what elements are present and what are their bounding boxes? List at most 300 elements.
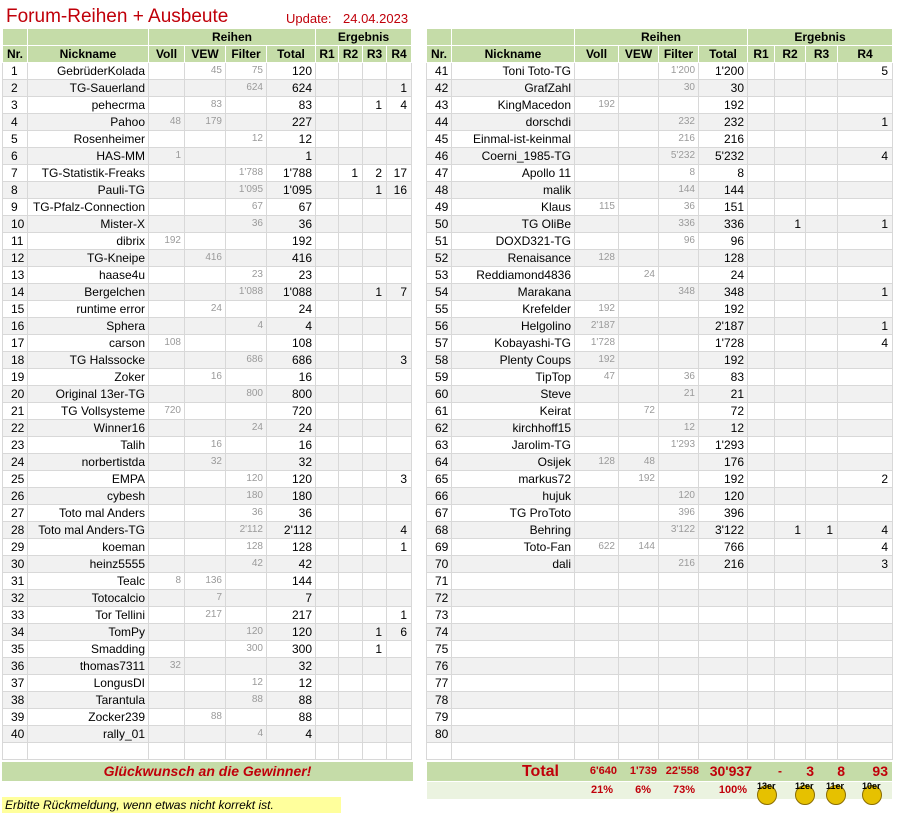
cell-voll: [149, 352, 185, 369]
cell-r2: [339, 403, 363, 420]
cell-filter: [226, 301, 267, 318]
cell-filter: [226, 233, 267, 250]
cell-r2: [339, 454, 363, 471]
cell-r1: [316, 658, 339, 675]
cell-r3: [806, 80, 838, 97]
cell-nickname: rally_01: [28, 726, 149, 743]
cell-voll: 192: [575, 301, 619, 318]
cell-r2: [339, 624, 363, 641]
cell-r4: 4: [838, 539, 893, 556]
cell-voll: [149, 131, 185, 148]
cell-r2: [775, 369, 806, 386]
cell-vew: [619, 301, 659, 318]
table-row: [3, 743, 412, 760]
cell-r1: [316, 624, 339, 641]
cell-voll: [149, 675, 185, 692]
cell-r4: [387, 131, 412, 148]
table-row: [3, 318, 412, 335]
cell-r2: [339, 488, 363, 505]
cell-vew: [619, 182, 659, 199]
header-nickname: Nickname: [452, 46, 575, 63]
header-r3: R3: [806, 46, 838, 63]
cell-total: [267, 743, 316, 760]
cell-total: [699, 607, 748, 624]
cell-voll: [575, 641, 619, 658]
cell-r4: [838, 165, 893, 182]
cell-r2: [775, 165, 806, 182]
cell-r2: [339, 573, 363, 590]
cell-total: 1'095: [267, 182, 316, 199]
cell-r1: [748, 505, 775, 522]
cell-nickname: Marakana: [452, 284, 575, 301]
cell-nr: 68: [427, 522, 452, 539]
cell-filter: [226, 114, 267, 131]
cell-total: 180: [267, 488, 316, 505]
cell-nr: 35: [3, 641, 28, 658]
cell-r4: [838, 403, 893, 420]
cell-voll: [149, 505, 185, 522]
header-vew: VEW: [619, 46, 659, 63]
cell-filter: 1'788: [226, 165, 267, 182]
cell-r3: [363, 454, 387, 471]
cell-r2: [339, 522, 363, 539]
cell-r3: [806, 454, 838, 471]
cell-nr: 38: [3, 692, 28, 709]
table-row: [427, 250, 893, 267]
cell-nickname: Mister-X: [28, 216, 149, 233]
cell-r2: [339, 743, 363, 760]
cell-nickname: [28, 743, 149, 760]
cell-r1: [316, 97, 339, 114]
cell-vew: [185, 267, 226, 284]
cell-total: 144: [267, 573, 316, 590]
cell-r1: [748, 573, 775, 590]
cell-filter: 2'112: [226, 522, 267, 539]
cell-r1: [748, 539, 775, 556]
cell-voll: [149, 692, 185, 709]
cell-r1: [316, 420, 339, 437]
header-filter: Filter: [226, 46, 267, 63]
cell-total: 8: [699, 165, 748, 182]
cell-voll: [575, 471, 619, 488]
cell-nickname: cybesh: [28, 488, 149, 505]
cell-vew: [185, 658, 226, 675]
congrats-banner: Glückwunsch an die Gewinner!: [2, 762, 413, 781]
table-row: [3, 692, 412, 709]
cell-voll: [575, 420, 619, 437]
cell-vew: [619, 726, 659, 743]
cell-nr: 74: [427, 624, 452, 641]
cell-filter: 36: [659, 369, 699, 386]
cell-filter: 300: [226, 641, 267, 658]
cell-nickname: Keirat: [452, 403, 575, 420]
cell-total: 800: [267, 386, 316, 403]
cell-r4: [838, 743, 893, 760]
cell-r3: [806, 709, 838, 726]
cell-filter: [226, 573, 267, 590]
table-row: [3, 80, 412, 97]
cell-nr: 24: [3, 454, 28, 471]
cell-r3: [806, 369, 838, 386]
table-row: [427, 539, 893, 556]
cell-voll: [575, 114, 619, 131]
table-row: [3, 114, 412, 131]
cell-nr: 33: [3, 607, 28, 624]
cell-voll: [149, 539, 185, 556]
update-date: 24.04.2023: [343, 11, 409, 26]
cell-r4: [387, 709, 412, 726]
table-row: [3, 403, 412, 420]
cell-r3: [806, 624, 838, 641]
cell-filter: 686: [226, 352, 267, 369]
cell-nr: 16: [3, 318, 28, 335]
cell-voll: [149, 216, 185, 233]
cell-nickname: TG ProToto: [452, 505, 575, 522]
cell-r4: 17: [387, 165, 412, 182]
cell-r2: [775, 641, 806, 658]
cell-r3: [363, 148, 387, 165]
cell-nickname: TG Vollsysteme: [28, 403, 149, 420]
cell-vew: 83: [185, 97, 226, 114]
cell-filter: [659, 454, 699, 471]
cell-vew: [185, 199, 226, 216]
cell-filter: 21: [659, 386, 699, 403]
pct-total: 100%: [718, 784, 747, 796]
cell-vew: [619, 590, 659, 607]
cell-filter: 180: [226, 488, 267, 505]
cell-r3: [806, 182, 838, 199]
cell-filter: 36: [226, 505, 267, 522]
cell-r1: [748, 182, 775, 199]
cell-vew: 24: [185, 301, 226, 318]
cell-vew: [619, 148, 659, 165]
cell-r2: 1: [775, 522, 806, 539]
cell-nr: 58: [427, 352, 452, 369]
table-row: [427, 352, 893, 369]
cell-r1: [748, 267, 775, 284]
cell-r3: [363, 352, 387, 369]
cell-r3: [363, 403, 387, 420]
header-r3: R3: [363, 46, 387, 63]
cell-vew: 192: [619, 471, 659, 488]
cell-r4: [838, 182, 893, 199]
cell-nr: 76: [427, 658, 452, 675]
cell-nr: 55: [427, 301, 452, 318]
cell-r1: [748, 80, 775, 97]
cell-r2: [339, 63, 363, 80]
table-row: [427, 335, 893, 352]
cell-r1: [316, 743, 339, 760]
cell-voll: 1: [149, 148, 185, 165]
cell-r3: [806, 97, 838, 114]
cell-r4: [387, 233, 412, 250]
cell-vew: [619, 335, 659, 352]
cell-total: 83: [699, 369, 748, 386]
cell-r3: 1: [363, 641, 387, 658]
cell-r2: [339, 658, 363, 675]
cell-total: [699, 709, 748, 726]
cell-filter: [226, 590, 267, 607]
table-row: [3, 709, 412, 726]
cell-nickname: Zocker239: [28, 709, 149, 726]
cell-filter: 128: [226, 539, 267, 556]
cell-voll: [149, 386, 185, 403]
cell-voll: [575, 658, 619, 675]
cell-r2: [775, 182, 806, 199]
cell-vew: [185, 233, 226, 250]
cell-total: 12: [699, 420, 748, 437]
cell-r2: [339, 199, 363, 216]
cell-voll: 128: [575, 454, 619, 471]
cell-voll: [149, 437, 185, 454]
cell-r4: 4: [838, 148, 893, 165]
cell-vew: [619, 709, 659, 726]
cell-r1: [316, 233, 339, 250]
cell-nickname: [452, 743, 575, 760]
table-row: [427, 403, 893, 420]
cell-vew: [185, 471, 226, 488]
cell-vew: 16: [185, 369, 226, 386]
cell-total: 30: [699, 80, 748, 97]
cell-nickname: HAS-MM: [28, 148, 149, 165]
cell-filter: [659, 641, 699, 658]
cell-vew: [185, 488, 226, 505]
cell-r2: [339, 539, 363, 556]
cell-r2: [339, 301, 363, 318]
cell-total: 232: [699, 114, 748, 131]
table-row: [3, 658, 412, 675]
cell-r2: [775, 148, 806, 165]
cell-nickname: Totocalcio: [28, 590, 149, 607]
cell-nr: 48: [427, 182, 452, 199]
table-row: [427, 97, 893, 114]
cell-filter: 1'293: [659, 437, 699, 454]
cell-total: 24: [699, 267, 748, 284]
cell-voll: [575, 216, 619, 233]
cell-nr: 50: [427, 216, 452, 233]
cell-filter: 396: [659, 505, 699, 522]
medal-11er-icon: 11er: [826, 781, 848, 803]
total-r3: 8: [837, 763, 845, 779]
cell-r4: [387, 386, 412, 403]
cell-total: [699, 675, 748, 692]
cell-r1: [748, 284, 775, 301]
cell-r4: [387, 250, 412, 267]
cell-r1: [316, 114, 339, 131]
cell-nr: 44: [427, 114, 452, 131]
cell-r4: [838, 488, 893, 505]
table-row: [427, 471, 893, 488]
cell-nr: 51: [427, 233, 452, 250]
cell-r2: 1: [775, 216, 806, 233]
table-row: [3, 148, 412, 165]
cell-vew: [619, 437, 659, 454]
header-vew: VEW: [185, 46, 226, 63]
cell-r1: [748, 420, 775, 437]
cell-total: 176: [699, 454, 748, 471]
cell-filter: [226, 607, 267, 624]
table-row: [427, 148, 893, 165]
cell-nr: 65: [427, 471, 452, 488]
cell-r3: [806, 301, 838, 318]
cell-r3: [806, 233, 838, 250]
cell-r1: [316, 182, 339, 199]
cell-vew: [185, 386, 226, 403]
cell-nickname: Winner16: [28, 420, 149, 437]
cell-total: 686: [267, 352, 316, 369]
cell-filter: 3'122: [659, 522, 699, 539]
table-row: [3, 386, 412, 403]
table-row: [427, 318, 893, 335]
total-vew: 1'739: [629, 765, 657, 777]
table-row: [427, 556, 893, 573]
cell-r1: [748, 352, 775, 369]
cell-r4: [387, 726, 412, 743]
cell-total: 192: [699, 97, 748, 114]
cell-nr: 26: [3, 488, 28, 505]
cell-filter: 36: [659, 199, 699, 216]
cell-voll: [149, 199, 185, 216]
cell-r2: [775, 301, 806, 318]
cell-vew: [619, 63, 659, 80]
cell-r4: [387, 267, 412, 284]
cell-voll: [149, 318, 185, 335]
cell-filter: [226, 743, 267, 760]
cell-voll: 128: [575, 250, 619, 267]
table-row: [427, 165, 893, 182]
cell-nr: 7: [3, 165, 28, 182]
cell-r1: [748, 692, 775, 709]
cell-nickname: hujuk: [452, 488, 575, 505]
cell-r3: 1: [363, 284, 387, 301]
cell-r1: [316, 352, 339, 369]
cell-voll: [149, 80, 185, 97]
cell-nr: 45: [427, 131, 452, 148]
cell-vew: [619, 250, 659, 267]
table-row: [3, 624, 412, 641]
cell-total: 3'122: [699, 522, 748, 539]
table-row: [427, 267, 893, 284]
cell-r2: [339, 80, 363, 97]
cell-filter: 144: [659, 182, 699, 199]
cell-r1: [316, 675, 339, 692]
cell-r4: 2: [838, 471, 893, 488]
cell-vew: [185, 641, 226, 658]
cell-vew: [185, 522, 226, 539]
cell-nr: 53: [427, 267, 452, 284]
cell-r3: [363, 709, 387, 726]
cell-filter: 336: [659, 216, 699, 233]
cell-r4: 1: [387, 539, 412, 556]
cell-r2: [339, 114, 363, 131]
table-row: [3, 454, 412, 471]
table-row: [3, 369, 412, 386]
cell-r1: [316, 641, 339, 658]
cell-filter: [226, 709, 267, 726]
cell-voll: [575, 522, 619, 539]
cell-r1: [316, 301, 339, 318]
cell-r1: [748, 131, 775, 148]
header-group-ergebnis: Ergebnis: [748, 29, 893, 46]
cell-vew: [185, 148, 226, 165]
cell-r3: [363, 556, 387, 573]
cell-total: 120: [267, 63, 316, 80]
cell-total: [699, 658, 748, 675]
cell-vew: [619, 522, 659, 539]
table-row: [3, 267, 412, 284]
cell-nickname: KingMacedon: [452, 97, 575, 114]
cell-nickname: TomPy: [28, 624, 149, 641]
cell-nr: 18: [3, 352, 28, 369]
cell-r3: 1: [363, 624, 387, 641]
table-row: [3, 182, 412, 199]
cell-r2: [775, 114, 806, 131]
cell-nr: 34: [3, 624, 28, 641]
cell-r1: [748, 386, 775, 403]
cell-r2: [775, 556, 806, 573]
cell-voll: [575, 182, 619, 199]
cell-r2: [339, 420, 363, 437]
cell-nr: 75: [427, 641, 452, 658]
cell-r2: [775, 250, 806, 267]
cell-r1: [748, 165, 775, 182]
cell-filter: 232: [659, 114, 699, 131]
cell-r1: [316, 437, 339, 454]
table-row: [427, 437, 893, 454]
cell-filter: [659, 573, 699, 590]
cell-total: 21: [699, 386, 748, 403]
cell-voll: [575, 692, 619, 709]
cell-voll: [149, 522, 185, 539]
cell-r1: [748, 335, 775, 352]
cell-voll: 108: [149, 335, 185, 352]
cell-voll: [149, 301, 185, 318]
cell-r3: [363, 437, 387, 454]
cell-nickname: [452, 624, 575, 641]
cell-r1: [748, 114, 775, 131]
cell-voll: [575, 590, 619, 607]
cell-r1: [316, 148, 339, 165]
cell-voll: [149, 726, 185, 743]
cell-r4: 3: [387, 352, 412, 369]
cell-total: 336: [699, 216, 748, 233]
cell-voll: [575, 505, 619, 522]
cell-r1: [316, 726, 339, 743]
total-r4: 93: [872, 763, 888, 779]
cell-vew: [185, 692, 226, 709]
cell-r1: [316, 335, 339, 352]
cell-vew: [619, 165, 659, 182]
cell-r4: [838, 692, 893, 709]
cell-nr: 37: [3, 675, 28, 692]
cell-nickname: EMPA: [28, 471, 149, 488]
cell-nr: 39: [3, 709, 28, 726]
cell-r4: [838, 131, 893, 148]
cell-voll: [149, 97, 185, 114]
cell-r3: [806, 114, 838, 131]
cell-nickname: carson: [28, 335, 149, 352]
cell-r1: [748, 743, 775, 760]
cell-r4: [838, 675, 893, 692]
cell-voll: 622: [575, 539, 619, 556]
total-r1: -: [778, 764, 782, 778]
cell-filter: [226, 148, 267, 165]
cell-vew: [619, 352, 659, 369]
cell-r1: [748, 454, 775, 471]
cell-nickname: Talih: [28, 437, 149, 454]
cell-r1: [316, 369, 339, 386]
table-row: [427, 590, 893, 607]
